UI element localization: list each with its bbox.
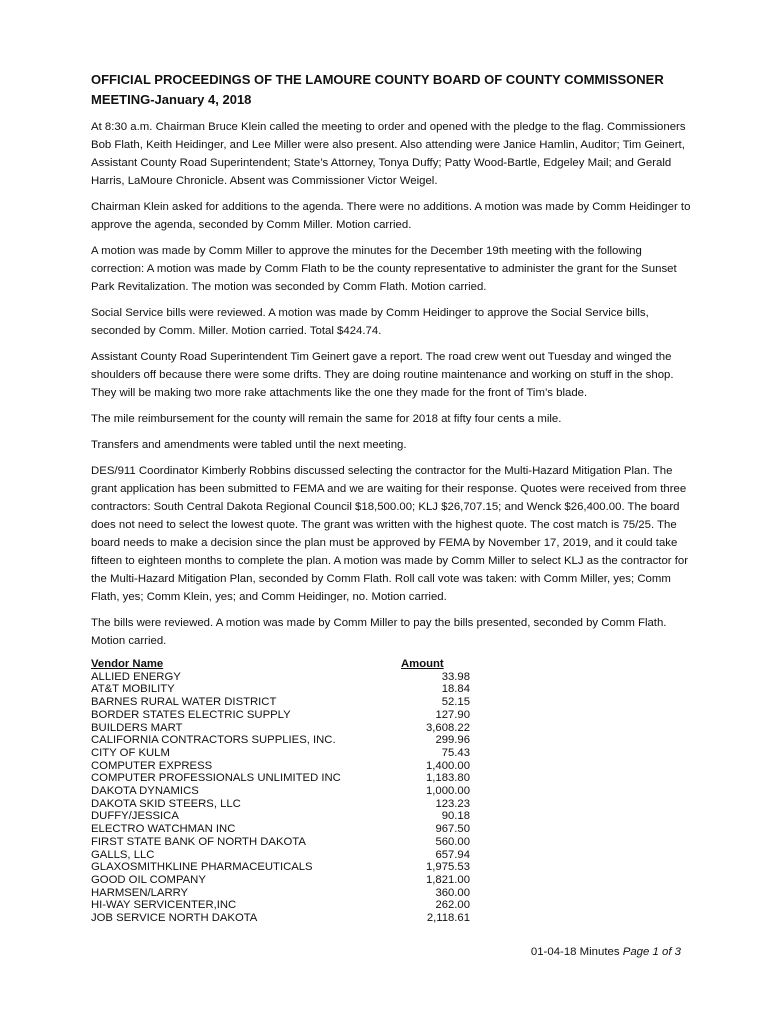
amount-cell: 657.94 <box>435 848 470 861</box>
vendor-name-cell: BARNES RURAL WATER DISTRICT <box>91 696 277 709</box>
vendor-name-cell: HI-WAY SERVICENTER,INC <box>91 899 237 912</box>
minutes-paragraph: The mile reimbursement for the county will remain the same for 2018 at fifty four cents a mile. <box>91 413 562 425</box>
amount-cell: 262.00 <box>435 899 470 912</box>
minutes-paragraph: Social Service bills were reviewed. A motion was made by Comm Heidinger to approve the Social Service bills, seconded by Comm. Miller. Motion carried. Total $424.74. <box>91 307 649 337</box>
vendor-table-body <box>91 671 470 925</box>
vendor-table-header <box>91 658 470 671</box>
minutes-paragraph: Transfers and amendments were tabled until the next meeting. <box>91 439 407 451</box>
table-row <box>91 709 470 722</box>
table-row <box>91 836 470 849</box>
vendor-name-cell: HARMSEN/LARRY <box>91 886 189 899</box>
table-row <box>91 734 470 747</box>
document-body <box>91 70 691 925</box>
amount-cell: 52.15 <box>441 696 470 709</box>
minutes-paragraph: A motion was made by Comm Miller to approve the minutes for the December 19th meeting with the following correction: A motion was made by Comm Flath to be the county representative to administer the grant for the Sunset Park Revitalization. The motion was seconded by Comm Flath. Motion carried. <box>91 245 677 293</box>
amount-cell: 90.18 <box>441 810 470 823</box>
amount-cell: 1,183.80 <box>426 772 470 785</box>
amount-cell: 75.43 <box>441 746 470 759</box>
amount-cell: 3,608.22 <box>426 721 470 734</box>
table-row <box>91 696 470 709</box>
amount-cell: 560.00 <box>435 835 470 848</box>
table-row <box>91 912 470 925</box>
table-row <box>91 785 470 798</box>
table-row <box>91 760 470 773</box>
vendor-name-cell: BORDER STATES ELECTRIC SUPPLY <box>91 708 291 721</box>
minutes-paragraphs <box>91 118 691 650</box>
amount-cell: 967.50 <box>435 823 470 836</box>
minutes-paragraph: DES/911 Coordinator Kimberly Robbins discussed selecting the contractor for the Multi-Hazard Mitigation Plan. The grant application has been submitted to FEMA and we are waiting for their response. Quotes were received from three contractors: South Central Dakota Regional Council $18,500.00; KLJ $26,707.15; and Wenck $26,400.00. The board does not need to select the lowest quote. The grant was written with the highest quote. The cost match is 75/25. The board needs to make a decision since the plan must be approved by FEMA by November 17, 2019, and it could take fifteen to eighteen months to complete the plan. A motion was made by Comm Miller to select KLJ as the contractor for the Multi-Hazard Mitigation Plan, seconded by Comm Flath. Roll call vote was taken: with Comm Miller, yes; Comm Flath, yes; Comm Klein, yes; and Comm Heidinger, no. Motion carried. <box>91 465 689 603</box>
amount-cell: 360.00 <box>435 886 470 899</box>
vendor-name-cell: GLAXOSMITHKLINE PHARMACEUTICALS <box>91 861 313 874</box>
table-row <box>91 861 470 874</box>
footer-label: 01-04-18 Minutes <box>530 946 620 958</box>
table-row <box>91 823 470 836</box>
table-row <box>91 671 470 684</box>
table-row <box>91 849 470 862</box>
table-row <box>91 722 470 735</box>
page-footer <box>400 946 681 958</box>
vendor-name-cell: BUILDERS MART <box>91 721 183 734</box>
footer-page-number: Page 1 of 3 <box>622 946 681 958</box>
amount-cell: 18.84 <box>441 683 470 696</box>
table-row <box>91 887 470 900</box>
table-row <box>91 810 470 823</box>
amount-header: Amount <box>401 658 444 670</box>
minutes-paragraph: Assistant County Road Superintendent Tim Geinert gave a report. The road crew went out Tuesday and winged the shoulders off because there were some drifts. They are doing routine maintenance and working on stuff in the shop. They will be making two more rake attachments like the one they made for the front of Tim’s blade. <box>91 351 674 399</box>
vendor-name-cell: ELECTRO WATCHMAN INC <box>91 823 236 836</box>
amount-cell: 33.98 <box>441 670 470 683</box>
vendor-name-header: Vendor Name <box>91 658 164 670</box>
amount-cell: 1,975.53 <box>426 861 470 874</box>
vendor-name-cell: COMPUTER EXPRESS <box>91 759 213 772</box>
vendor-name-cell: COMPUTER PROFESSIONALS UNLIMITED INC <box>91 772 341 785</box>
vendor-name-cell: DAKOTA DYNAMICS <box>91 785 199 798</box>
vendor-name-cell: GALLS, LLC <box>91 848 155 861</box>
table-row <box>91 798 470 811</box>
amount-cell: 1,821.00 <box>426 873 470 886</box>
table-row <box>91 683 470 696</box>
minutes-paragraph: The bills were reviewed. A motion was made by Comm Miller to pay the bills presented, seconded by Comm Flath. Motion carried. <box>91 617 667 647</box>
amount-cell: 1,400.00 <box>426 759 470 772</box>
table-row <box>91 899 470 912</box>
amount-cell: 2,118.61 <box>426 912 470 925</box>
amount-cell: 123.23 <box>435 797 470 810</box>
table-row <box>91 772 470 785</box>
vendor-name-cell: JOB SERVICE NORTH DAKOTA <box>91 912 258 925</box>
table-row <box>91 874 470 887</box>
document-title: OFFICIAL PROCEEDINGS OF THE LAMOURE COUNTY BOARD OF COUNTY COMMISSONER MEETING-January 4, 2018 <box>91 72 664 107</box>
table-row <box>91 747 470 760</box>
minutes-paragraph: Chairman Klein asked for additions to the agenda. There were no additions. A motion was made by Comm Heidinger to approve the agenda, seconded by Comm Miller. Motion carried. <box>91 201 691 231</box>
vendor-name-cell: GOOD OIL COMPANY <box>91 873 206 886</box>
minutes-paragraph: At 8:30 a.m. Chairman Bruce Klein called the meeting to order and opened with the pledge to the flag. Commissioners Bob Flath, Keith Heidinger, and Lee Miller were also present. Also attending were Janice Hamlin, Auditor; Tim Geinert, Assistant County Road Superintendent; State’s Attorney, Tonya Duffy; Patty Wood-Bartle, Edgeley Mail; and Gerald Harris, LaMoure Chronicle. Absent was Commissioner Victor Weigel. <box>91 121 686 187</box>
amount-cell: 1,000.00 <box>426 785 470 798</box>
vendor-name-cell: CITY OF KULM <box>91 746 170 759</box>
amount-cell: 127.90 <box>435 708 470 721</box>
vendor-name-cell: CALIFORNIA CONTRACTORS SUPPLIES, INC. <box>91 734 336 747</box>
amount-cell: 299.96 <box>435 734 470 747</box>
vendor-name-cell: DAKOTA SKID STEERS, LLC <box>91 797 241 810</box>
vendor-name-cell: DUFFY/JESSICA <box>91 810 179 823</box>
vendor-name-cell: ALLIED ENERGY <box>91 670 181 683</box>
vendor-name-cell: AT&T MOBILITY <box>91 683 175 696</box>
vendor-table <box>91 658 470 925</box>
vendor-name-cell: FIRST STATE BANK OF NORTH DAKOTA <box>91 835 306 848</box>
